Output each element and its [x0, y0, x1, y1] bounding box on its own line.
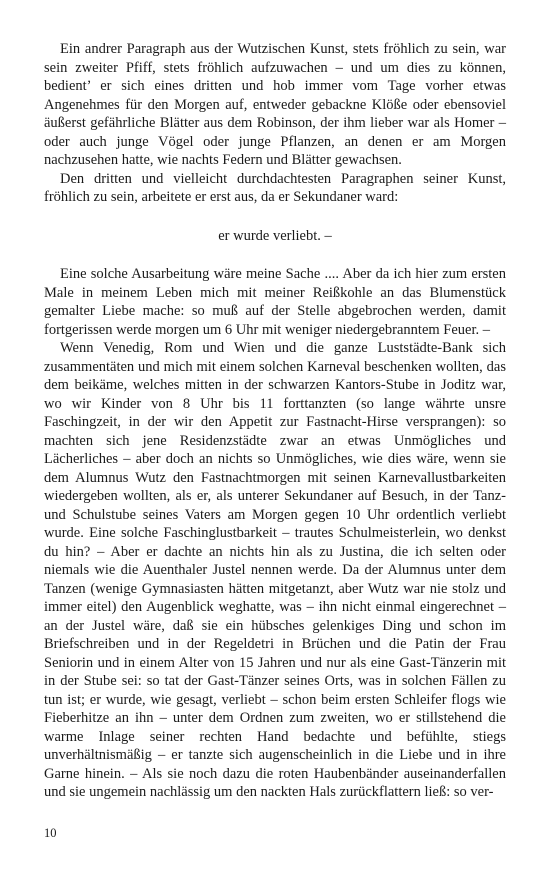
paragraph: Wenn Venedig, Rom und Wien und die ganze Luststädte-Bank sich zusammentäten und mich mit einem solchen Karneval beschenken wollten, das dem beikäme, welches mitten in der schwarzen Kantors-Stube in Joditz war, wo wir Kinder von 8 Uhr bis 11 forttanzten (so lange währte unsre Faschingzeit, in der wir den Appetit zur Fastnacht-Hirse versprangen): so machten sich jene Residenzstädte zwar an etwas Unmögliches und Lächerliches – aber doch an nichts so Unmögliches, wie dies wäre, wenn sie dem Alumnus Wutz den Fastnachtmorgen mit seinen Karnevallustbarkeiten wiedergeben wollten, als er, als unterer Sekundaner auf Besuch, in der Tanz- und Schulstube seines Vaters am Morgen gegen 10 Uhr ordentlich verliebt wurde. Eine solche Faschinglustbarkeit – trautes Schulmeisterlein, wo denkst du hin? – Aber er dachte an nichts hin als zu Justina, die ich selten oder niemals wie die Auenthaler Justel nennen werde. Da der Alumnus unter dem Tanzen (wenige Gymnasiasten hätten mitgetanzt, aber Wutz war nie stolz und immer eitel) den Augenblick weghatte, was – ihn nicht einmal eingerechnet – an der Justel wäre, daß sie ein hübsches gelenkiges Ding und schon im Briefschreiben und in der Regeldetri in Brüchen und die Patin der Frau Seniorin und in einem Alter von 15 Jahren und nur als eine Gast-Tänzerin mit in der Stube sei: so tat der Gast-Tänzer seines Orts, was in solchen Fällen zu tun ist; er wurde, wie gesagt, verliebt – schon beim ersten Schleifer flogs wie Fieberhitze an ihn – unter dem Ordnen zum zweiten, wo er stillstehend die warme Inlage seiner rechten Hand bedachte und befühlte, stiegs unverhältnismäßig – er tanzte sich augenscheinlich in die Liebe und in ihre Garne hinein. – Als sie noch dazu die roten Haubenbänder auseinanderfallen und sie ungemein nachlässig um den nackten Hals zurückflattern ließ: so ver-: [44, 340, 506, 800]
centered-line: er wurde verliebt. –: [218, 227, 332, 244]
page-number: 10: [44, 826, 57, 840]
page-body: [44, 40, 506, 802]
paragraph: Eine solche Ausarbeitung wäre meine Sache .... Aber da ich hier zum ersten Male in meinem Leben mich mit meiner Reißkohle an das Blumenstück gemalter Liebe mache: so muß auf der Stelle abgebrochen werden, damit fortgerissen werde morgen um 6 Uhr mit weniger niedergebranntem Feuer. –: [44, 266, 506, 338]
paragraph: Den dritten und vielleicht durchdachtesten Paragraphen seiner Kunst, fröhlich zu sein, arbeitete er erst aus, da er Sekundaner ward:: [44, 170, 506, 205]
paragraph: Ein andrer Paragraph aus der Wutzischen Kunst, stets fröhlich zu sein, war sein zweiter Pfiff, stets fröhlich aufzuwachen – und um dies zu können, bedient’ er sich eines dritten und hob immer vom Tage vorher etwas Angenehmes für den Morgen auf, entweder gebackne Klöße oder ebensoviel äußerst gefährliche Blätter aus dem Robinson, der ihm lieber war als Homer – oder auch junge Vögel oder junge Pflanzen, an denen er am Morgen nachzusehen hatte, wie nachts Federn und Blätter gewachsen.: [44, 41, 506, 168]
